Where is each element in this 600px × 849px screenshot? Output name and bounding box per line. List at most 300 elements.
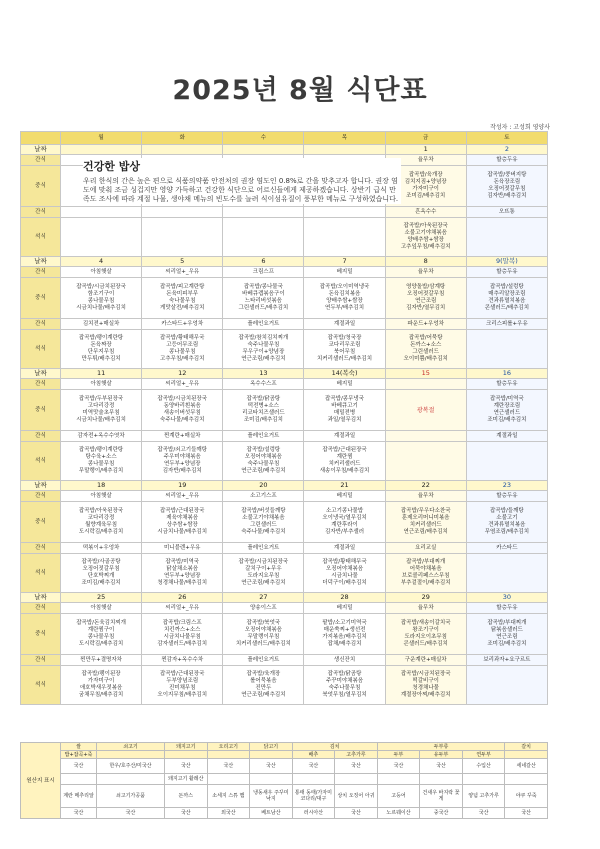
meal-item: 무우구이+양념장 — [242, 349, 285, 355]
origin-value: 노르웨이산 — [377, 808, 420, 819]
snack-cell: 미니블렌+우유 — [142, 543, 223, 554]
meal-item: 치커리샐러드/배추김치 — [317, 356, 373, 362]
menu-row-snack — [21, 267, 548, 278]
date-cell — [61, 145, 142, 155]
meal-item: 진만두 — [255, 685, 272, 691]
meal-item: 잡곡밥/미역국 — [165, 559, 200, 565]
origin-item: 돈까스 — [165, 785, 208, 808]
row-label: 석식 — [21, 554, 61, 593]
origin-value: 국산 — [292, 759, 335, 774]
snack-cell: 계절과일 — [304, 543, 385, 554]
meal-cell — [385, 554, 466, 593]
meal-cell — [142, 502, 223, 543]
meal-item: 코다리강정 — [87, 515, 115, 521]
origin-value — [292, 774, 335, 785]
row-label: 간식 — [21, 603, 61, 614]
meal-item: 갈치구이+무우 — [245, 566, 282, 572]
meal-item: 계란찜구이 — [87, 627, 115, 633]
menu-row-lunch — [21, 390, 548, 431]
menu-row-side — [21, 431, 548, 442]
meal-item: 가자미구이 — [87, 678, 115, 684]
meal-cell — [61, 666, 142, 705]
snack-cell: 오뜨통 — [466, 207, 547, 218]
meal-cell — [61, 502, 142, 543]
origin-value: 중국산 — [420, 808, 463, 819]
row-label: 간식 — [21, 655, 61, 666]
origin-value: 국산 — [207, 759, 250, 774]
notice-body: 우리 한식의 간은 높은 편으로 식품의약품 안전처의 권장 염도인 0.8%로 간을 맞추고자 합니다. 권장 염도에 맞춰 조금 싱겁지만 영양 가득하고 건강한 식단으로 어르신들에게 제공하겠습니다. 상반기 급식 만족도 조사에 따라 계절 나물, 생야채 메뉴의 빈도수를 늘려 식이섬유질이 풍부한 메뉴로 구성하였습니다. — [83, 177, 399, 203]
row-label: 중식 — [21, 390, 61, 431]
date-cell: 22 — [385, 481, 466, 491]
meal-item: 잡곡밥/팽이계란탕 — [78, 335, 124, 341]
origin-item: 양념 고추가루 — [462, 785, 505, 808]
meal-cell — [61, 278, 142, 319]
snack-cell: 구운계란+매실차 — [385, 655, 466, 666]
date-cell: 28 — [304, 593, 385, 603]
meal-item: 견과류멸치볶음 — [488, 298, 526, 304]
meal-item: 고다리강정 — [87, 403, 115, 409]
origin-sub: 밥+잡곡+죽 — [61, 751, 97, 759]
meal-item: 더덕구이/배추김치 — [322, 580, 367, 586]
meal-item: 조미김/배추김치 — [243, 417, 283, 423]
snack-cell: 베지밀 — [304, 379, 385, 390]
date-cell: 15 — [385, 369, 466, 379]
snack-cell: 흔옥수수 — [385, 207, 466, 218]
date-cell: 23 — [466, 481, 547, 491]
meal-item: 잡곡밥/시금치된장국 — [238, 559, 289, 565]
origin-item: 냉동새우 주꾸미 낙지 — [250, 785, 293, 808]
meal-item: 조미김/배추김치 — [406, 193, 446, 199]
snack-cell: 아침햇살 — [61, 491, 142, 502]
meal-item: 콘샐러드/배추김치 — [403, 641, 448, 647]
snack-cell: 찐계란+매실차 — [142, 431, 223, 442]
meal-item: 돈까스+소스 — [410, 342, 442, 348]
meal-item: 김자반/부추샐러 — [325, 529, 365, 535]
menu-row-dinner — [21, 218, 548, 257]
snack-cell: 카스타드+우엉차 — [142, 319, 223, 330]
meal-item: 오징어야채볶음 — [325, 566, 364, 572]
origin-value: 국산 — [335, 808, 378, 819]
meal-item: 고추잎무침/배추김치 — [400, 244, 451, 250]
menu-row-date — [21, 145, 548, 155]
row-label: 날짜 — [21, 369, 61, 379]
origin-value — [250, 774, 293, 785]
meal-item: 오징어젓갈무침 — [488, 186, 526, 192]
menu-row-side — [21, 655, 548, 666]
menu-row-lunch — [21, 278, 548, 319]
day-header: 화 — [142, 132, 223, 145]
snack-cell: 요리교실 — [385, 543, 466, 554]
row-label: 간식 — [21, 319, 61, 330]
row-label: 중식 — [21, 614, 61, 655]
origin-item: 계란 메추리알 — [61, 785, 97, 808]
meal-item: 잡곡밥/피고계란탕 — [160, 284, 205, 290]
meal-item: 돈육미피부무 — [166, 291, 199, 297]
row-label: 석식 — [21, 666, 61, 705]
origin-value: 국산 — [61, 759, 97, 774]
meal-cell — [466, 278, 547, 319]
origin-group: 오리고기 — [207, 743, 250, 751]
meal-item: 매추리알장조림 — [488, 291, 526, 297]
origin-value: 국산 — [462, 808, 505, 819]
meal-item: 잡곡밥/사골공탕 — [81, 559, 121, 565]
snack-cell: 아침햇살 — [61, 267, 142, 278]
meal-item: 어묵야채볶음 — [409, 566, 442, 572]
date-cell: 29 — [385, 593, 466, 603]
meal-item: 잡곡밥/육개장 — [408, 172, 443, 178]
menu-row-snack — [21, 603, 548, 614]
meal-cell — [223, 330, 304, 369]
meal-cell — [466, 442, 547, 481]
meal-item: 잡곡밥/팽이된장 — [81, 671, 121, 677]
meal-cell — [142, 666, 223, 705]
meal-item: 닭볶음샐러드 — [490, 627, 523, 633]
meal-item: 만두튀/배추김치 — [81, 356, 121, 362]
snack-cell: 베지밀 — [304, 603, 385, 614]
meal-item: 김자반/배추김치 — [487, 193, 527, 199]
meal-cell — [304, 330, 385, 369]
meal-item: 콩나물무침 — [87, 298, 115, 304]
meal-item: 잡곡밥/콩나물국 — [243, 284, 283, 290]
meal-item: 무말랭이무침 — [247, 634, 280, 640]
meal-cell — [142, 390, 223, 431]
snack-cell: 플레인요거트 — [223, 655, 304, 666]
meal-cell — [142, 218, 223, 257]
origin-item: 건새우 바지락 꽃게 — [420, 785, 463, 808]
meal-item: 잡곡밥/돈육김치찌개 — [76, 620, 126, 626]
origin-value: 한우/호주산/미국산 — [97, 759, 165, 774]
meal-item: 소불고기야채볶음 — [404, 230, 447, 236]
meal-item: 콘샐러드/배추김치 — [484, 305, 530, 311]
date-cell — [304, 145, 385, 155]
row-label: 석식 — [21, 330, 61, 369]
meal-cell — [466, 330, 547, 369]
meal-item: 계란후라이 — [331, 522, 358, 528]
meal-cell — [304, 666, 385, 705]
date-cell: 21 — [304, 481, 385, 491]
meal-cell — [385, 614, 466, 655]
meal-item: 계절장아찌/배추김치 — [400, 692, 451, 698]
snack-cell: 율무차 — [385, 603, 466, 614]
meal-cell — [385, 330, 466, 369]
row-label: 석식 — [21, 442, 61, 481]
date-cell: 5 — [142, 257, 223, 267]
row-label: 간식 — [21, 155, 61, 166]
meal-item: 김자반/열무김치 — [406, 305, 446, 311]
meal-cell — [304, 390, 385, 431]
date-cell: 7 — [304, 257, 385, 267]
origin-value: 국산 — [165, 759, 208, 774]
meal-item: 브로콜리페스스무침 — [401, 573, 450, 579]
snack-cell: 아침햇살 — [61, 379, 142, 390]
date-cell — [223, 145, 304, 155]
meal-cell — [61, 330, 142, 369]
origin-value — [377, 774, 420, 785]
meal-item: 잡곡밥/청국장 — [327, 335, 362, 341]
meal-item: 연근조림/배추김치 — [403, 529, 448, 535]
meal-item: 조미김/배추김치 — [487, 417, 527, 423]
meal-item: 상추쌈+쌈장 — [166, 522, 198, 528]
day-header: 수 — [223, 132, 304, 145]
day-header: 토 — [466, 132, 547, 145]
meal-item: 고추무침/배추김치 — [160, 356, 205, 362]
origin-sub — [207, 751, 250, 759]
meal-item: 연두부+양념장 — [163, 573, 201, 579]
meal-item: 매운쑥찌+생선전 — [323, 627, 366, 633]
meal-item: 오이미쁨/배추김치 — [403, 356, 448, 362]
meal-cell — [304, 218, 385, 257]
meal-cell — [223, 614, 304, 655]
day-header: 목 — [304, 132, 385, 145]
meal-item: 숙주나물/배추김치 — [241, 529, 286, 535]
meal-cell — [385, 666, 466, 705]
meal-item: 오이냉국/열무김치 — [322, 515, 367, 521]
day-header: 금 — [385, 132, 466, 145]
snack-cell: 율무차 — [385, 267, 466, 278]
snack-cell: 할층두유 — [466, 379, 547, 390]
snack-cell: 계절과일 — [304, 319, 385, 330]
meal-item: 숙주나물무침 — [247, 342, 280, 348]
meal-item: 시금치나물/배추김치 — [76, 305, 126, 311]
meal-item: 잡곡밥/버섯들깨탕 — [241, 508, 286, 514]
date-cell: 1 — [385, 145, 466, 155]
meal-item: 과일/열무김치 — [327, 417, 362, 423]
meal-item: 양배추쌈+쌈장 — [326, 298, 363, 304]
row-label: 석식 — [21, 218, 61, 257]
origin-value: 러시아산 — [292, 808, 335, 819]
snack-cell: 플레인요거트 — [223, 319, 304, 330]
meal-item: 잡곡밥/오이미역냉국 — [319, 284, 370, 290]
meal-item: 북엇무침/열무김치 — [322, 692, 367, 698]
snack-cell: 파운드+우엉차 — [385, 319, 466, 330]
origin-sub — [97, 751, 165, 759]
date-cell: 11 — [61, 369, 142, 379]
meal-item: 치킨까스+소스 — [163, 627, 201, 633]
date-cell: 2 — [466, 145, 547, 155]
meal-item: 잡곡밥/미역국 — [490, 396, 524, 402]
meal-item: 두부양념조림 — [166, 678, 199, 684]
meal-item: 탕수육+소스 — [85, 454, 117, 460]
meal-cell — [385, 502, 466, 543]
meal-item: 잡곡밥/부대찌개 — [487, 620, 527, 626]
origin-value — [207, 774, 250, 785]
meal-cell — [223, 554, 304, 593]
snack-cell — [61, 207, 142, 218]
origin-group: 두부류 — [377, 743, 505, 751]
meal-cell — [223, 218, 304, 257]
snack-cell: 찐만두+결명자차 — [61, 655, 142, 666]
snack-cell: 크림스프 — [223, 267, 304, 278]
meal-item: 잡곡밥/황태해무국 — [322, 559, 367, 565]
snack-cell: 생신잔치 — [304, 655, 385, 666]
snack-cell: 베지밀 — [304, 267, 385, 278]
meal-item: 잡곡밥/어묵탕 — [408, 335, 443, 341]
meal-cell — [142, 278, 223, 319]
meal-item: 광복절 — [417, 406, 435, 414]
menu-row-date — [21, 593, 548, 603]
menu-row-dinner — [21, 442, 548, 481]
meal-item: 청경채나물 — [412, 685, 439, 691]
meal-item: 연근조림/배추김치 — [241, 356, 286, 362]
snack-cell: 감자전+옥수수엿차 — [61, 431, 142, 442]
menu-row-snack — [21, 491, 548, 502]
meal-item: 치커리샐러드 — [328, 461, 361, 467]
origin-value — [462, 774, 505, 785]
meal-cell — [466, 614, 547, 655]
meal-item: 부추겉절이/배추김치 — [400, 580, 451, 586]
origin-value: 외국산 — [207, 808, 250, 819]
meal-item: 돈육장조림 — [493, 179, 521, 185]
origin-value: 국산 — [97, 808, 165, 819]
origin-sub — [505, 751, 548, 759]
meal-item: 감자샐러드/배추김치 — [157, 641, 208, 647]
origin-group: 닭고기 — [250, 743, 293, 751]
snack-cell: 계절과일 — [466, 431, 547, 442]
snack-cell: 율무차 — [385, 155, 466, 166]
origin-value: 국산 — [505, 808, 548, 819]
meal-item: 무염조림/배추김치 — [484, 529, 530, 535]
meal-item: 잡곡밥/쇠고기들깨탕 — [157, 447, 208, 453]
meal-item: 소불고기야채볶음 — [242, 515, 285, 521]
snack-cell: 소고기스프 — [223, 491, 304, 502]
meal-item: 주우미야채볶음 — [163, 454, 201, 460]
meal-cell — [142, 554, 223, 593]
meal-item: 숙주나물/배추김치 — [160, 417, 205, 423]
origin-item: 통태 동태/가자미 코다리/대구 — [292, 785, 335, 808]
meal-item: 도라지오이초무침 — [404, 634, 447, 640]
meal-item: 월향계육무침 — [85, 522, 118, 528]
meal-item: 느타리버섯볶음 — [244, 298, 282, 304]
menu-row-lunch — [21, 502, 548, 543]
notice-box — [83, 158, 401, 204]
meal-item: 잡곡밥/북엇국 — [246, 620, 281, 626]
meal-item: 잡곡밥/설렁탕 — [246, 447, 281, 453]
meal-item: 북어무침 — [333, 349, 356, 355]
day-header: 월 — [61, 132, 142, 145]
snack-cell: 할층두유 — [466, 603, 547, 614]
menu-row-side — [21, 319, 548, 330]
meal-item: 단무지무침 — [87, 349, 115, 355]
meal-item: 소고기콩나물밥 — [325, 508, 364, 514]
meal-cell — [466, 502, 547, 543]
snack-cell: 플레인요거트 — [223, 543, 304, 554]
date-cell: 13 — [223, 369, 304, 379]
meal-item: 게맛살전/배추김치 — [160, 305, 205, 311]
meal-item: 잡곡밥/새송이갈치국 — [400, 620, 451, 626]
meal-item: 리코타치즈샐러드 — [242, 410, 285, 416]
meal-item: 콩나물무침 — [87, 461, 115, 467]
meal-item: 훈제오리머니미볶음 — [401, 515, 450, 521]
date-cell: 14(복숙) — [304, 369, 385, 379]
meal-item: 계란찜 — [336, 454, 353, 460]
meal-item: 도시락김/배추김치 — [78, 641, 124, 647]
origin-sub — [250, 751, 293, 759]
meal-cell — [61, 218, 142, 257]
meal-cell — [304, 442, 385, 481]
snack-cell — [385, 379, 466, 390]
meal-item: 오징어젓갈무침 — [82, 566, 120, 572]
meal-item: 영양돌밥/삼계탕 — [406, 284, 446, 290]
meal-item: 잡곡밥/근대된장국 — [160, 508, 205, 514]
meal-item: 바베큐고기 — [331, 403, 358, 409]
origin-item: 쇠고기가공품 — [97, 785, 165, 808]
meal-item: 새송이무침/배추김치 — [319, 468, 370, 474]
origin-group: 쇠고기 — [97, 743, 165, 751]
snack-cell: 계절과일 — [304, 431, 385, 442]
origin-value: 돼지고기 활레산 — [165, 774, 208, 785]
date-cell: 6 — [223, 257, 304, 267]
meal-item: 닭살채소볶음 — [166, 566, 199, 572]
meal-item: 도시락김/배추김치 — [78, 529, 124, 535]
origin-value — [505, 774, 548, 785]
meal-cell — [223, 502, 304, 543]
row-label: 간식 — [21, 491, 61, 502]
row-label: 간식 — [21, 379, 61, 390]
row-label: 날짜 — [21, 593, 61, 603]
meal-cell — [304, 278, 385, 319]
snack-cell: 카스타드 — [466, 543, 547, 554]
snack-cell: 아침햇살 — [61, 603, 142, 614]
meal-item: 연두부/배추김치 — [325, 305, 365, 311]
menu-row-side — [21, 543, 548, 554]
meal-item: 제육야채볶음 — [166, 515, 199, 521]
snack-cell — [385, 431, 466, 442]
origin-value — [61, 774, 97, 785]
meal-item: 연근조림 — [496, 634, 518, 640]
notice-title: 건강한 밥상 — [83, 160, 140, 173]
meal-item: 계란장조림 — [493, 403, 521, 409]
row-label: 간식 — [21, 267, 61, 278]
date-cell — [142, 145, 223, 155]
meal-item: 떡전병+소스 — [247, 403, 279, 409]
meal-item: 양배추쌈+쌈장 — [407, 237, 444, 243]
meal-cell — [385, 390, 466, 431]
meal-item: 오징어야채볶음 — [244, 454, 282, 460]
date-cell: 30 — [466, 593, 547, 603]
meal-cell — [466, 666, 547, 705]
meal-item: 떡갈비구이 — [412, 678, 439, 684]
meal-item: 돈육짜장 — [90, 342, 112, 348]
meal-item: 애호박새우젓볶음 — [79, 685, 123, 691]
meal-item: 주꾸미야채볶음 — [325, 678, 364, 684]
meal-cell — [385, 442, 466, 481]
snack-cell: 보리과자+요구르트 — [466, 655, 547, 666]
origin-value: 국산 — [165, 808, 208, 819]
meal-cell — [223, 442, 304, 481]
snack-cell: 씨리얼+_우유 — [142, 603, 223, 614]
meal-item: 잡곡밥/시금치된장국 — [76, 284, 126, 290]
origin-sub: 유두부 — [420, 751, 463, 759]
date-cell: 18 — [61, 481, 142, 491]
meal-item: 오징어젓갈무침 — [407, 291, 445, 297]
meal-cell — [466, 390, 547, 431]
meal-item: 잡곡밥/닭곰탕 — [327, 671, 362, 677]
meal-item: 숙나물무침 — [168, 298, 196, 304]
row-label: 간식 — [21, 207, 61, 218]
meal-item: 잡곡밥/팽이계란탕 — [78, 447, 124, 453]
menu-row-dinner — [21, 666, 548, 705]
meal-item: 잡곡밥/육개장 — [246, 671, 281, 677]
meal-item: 김치지짐+양념장 — [404, 179, 447, 185]
meal-item: 잡채/배추김치 — [327, 641, 362, 647]
snack-cell: 옥수수스프 — [223, 379, 304, 390]
origin-value: 국산 — [250, 759, 293, 774]
meal-item: 잡곡밥/들깨탕 — [490, 508, 524, 514]
row-label: 중식 — [21, 502, 61, 543]
meal-item: 왕조기구이 — [412, 627, 439, 633]
meal-item: 숙주나물무침 — [328, 685, 361, 691]
meal-item: 숙주나물무침 — [247, 461, 280, 467]
